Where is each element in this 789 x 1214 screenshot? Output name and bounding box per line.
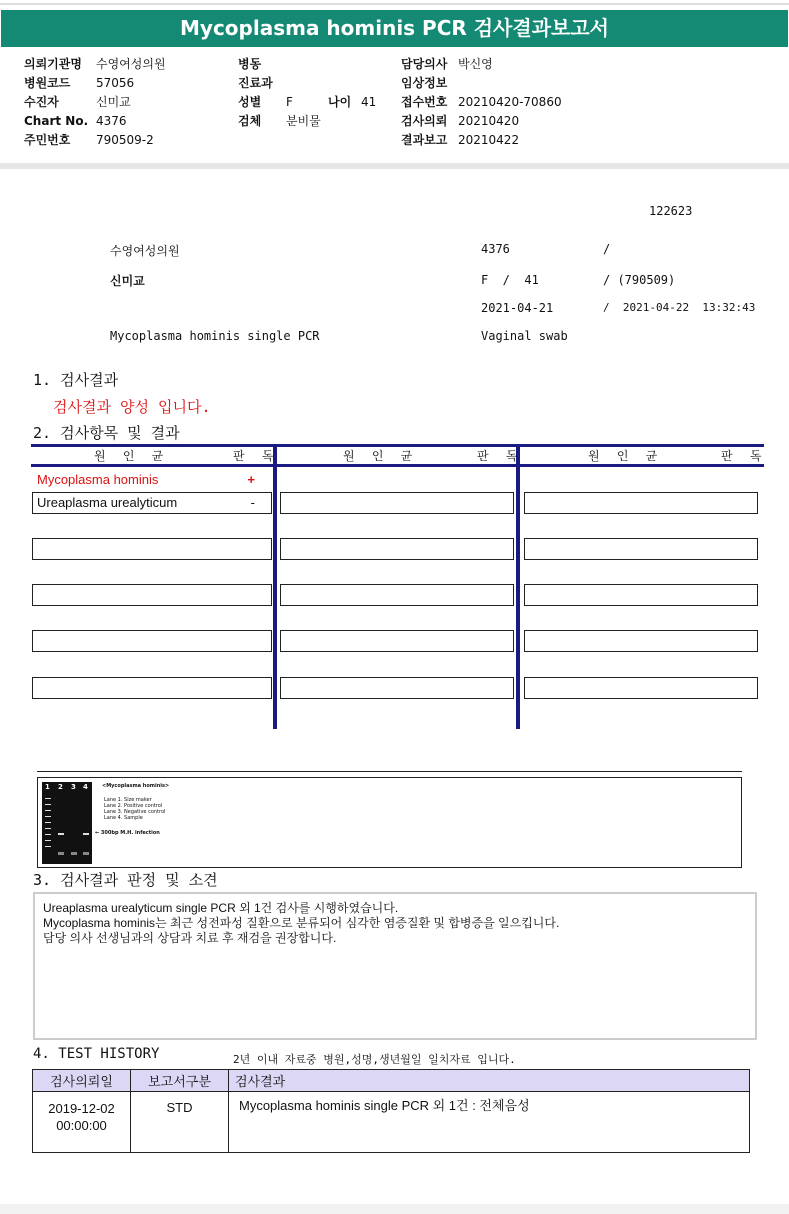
item-row-2 [32, 492, 272, 514]
empty-cell [280, 538, 514, 560]
lane-number-1: 1 [45, 783, 50, 791]
empty-cell [524, 677, 758, 699]
empty-cell [280, 677, 514, 699]
value-resident-no: 790509-2 [96, 133, 154, 147]
empty-cell [32, 630, 272, 652]
label-sex: 성별 [238, 95, 262, 109]
section-1-result: 검사결과 양성 입니다. [53, 398, 211, 416]
item-row-1 [32, 469, 272, 491]
ladder-band [45, 834, 51, 835]
report-code: 122623 [649, 204, 693, 218]
history-date: 2019-12-02 [48, 1101, 115, 1116]
history-header-date: 검사의뢰일 [33, 1070, 131, 1092]
report-test-name: Mycoplasma hominis single PCR [110, 329, 320, 343]
label-clinical-info: 임상정보 [401, 76, 448, 90]
sample-band [83, 833, 89, 835]
ladder-band [45, 840, 51, 841]
gel-top-rule [37, 771, 742, 772]
report-patient: 신미교 [110, 274, 145, 288]
ladder-band [45, 804, 51, 805]
positive-band [58, 833, 64, 835]
item-result-2: - [250, 495, 255, 510]
report-slash: / [603, 242, 611, 256]
lane-number-4: 4 [83, 783, 88, 791]
opinion-line-3: 담당 의사 선생님과의 상담과 치료 후 재검을 권장합니다. [43, 931, 337, 945]
empty-cell [32, 677, 272, 699]
opinion-box [33, 892, 757, 1040]
label-receipt-no: 접수번호 [401, 95, 448, 109]
label-age: 나이 [328, 95, 352, 109]
value-receipt-no: 20210420-70860 [458, 95, 562, 109]
ladder-band [45, 846, 51, 847]
empty-cell [32, 584, 272, 606]
ladder-band [45, 816, 51, 817]
header-col-1 [24, 55, 166, 150]
value-sex: F [286, 95, 293, 109]
label-chart-no: Chart No. [24, 114, 89, 128]
gel-band-label: ← 300bp M.H. infection [95, 830, 160, 836]
empty-cell [524, 584, 758, 606]
ladder-band [45, 810, 51, 811]
history-time: 00:00:00 [56, 1118, 107, 1133]
section-2-title: 2. 검사항목 및 결과 [33, 424, 180, 442]
label-patient: 수진자 [24, 95, 59, 109]
empty-cell [524, 538, 758, 560]
report-chart: 4376 [481, 242, 510, 256]
top-border [0, 3, 789, 5]
value-patient: 신미교 [96, 95, 131, 109]
label-specimen: 검체 [238, 114, 262, 128]
report-specimen: Vaginal swab [481, 329, 568, 343]
table-row [33, 1092, 750, 1153]
label-department: 진료과 [238, 76, 273, 90]
section-1-title: 1. 검사결과 [33, 371, 119, 389]
table-divider-1 [273, 444, 277, 729]
report-sex-age: F / 41 [481, 273, 539, 287]
col-header-result-2: 판 독 [477, 449, 523, 463]
label-resident-no: 주민번호 [24, 133, 71, 147]
table-divider-2 [516, 444, 520, 729]
value-request-date: 20210420 [458, 114, 520, 128]
ladder-band [45, 822, 51, 823]
history-header-result: 검사결과 [229, 1070, 750, 1092]
col-header-pathogen-2: 원 인 균 [343, 449, 418, 463]
gel-legend-4: Lane 4. Sample [104, 815, 143, 821]
item-result-1: + [247, 472, 255, 487]
value-age: 41 [361, 95, 377, 109]
gel-legend-1: Lane 1. Size maker [104, 797, 152, 803]
item-name-1: Mycoplasma hominis [37, 472, 159, 487]
value-doctor: 박신영 [458, 57, 493, 71]
label-hospital-code: 병원코드 [24, 76, 71, 90]
value-chart-no: 4376 [96, 114, 127, 128]
section-4-title: 4. TEST HISTORY [33, 1046, 160, 1062]
opinion-line-1: Ureaplasma urealyticum single PCR 외 1건 검사를 시행하였습니다. [43, 901, 399, 915]
empty-cell [280, 630, 514, 652]
ladder-band [45, 798, 51, 799]
value-specimen: 분비물 [286, 114, 321, 128]
ladder-band [45, 828, 51, 829]
report-birth: / (790509) [603, 273, 676, 287]
history-table [32, 1069, 750, 1153]
col-header-pathogen-1: 원 인 균 [94, 449, 169, 463]
item-name-2: Ureaplasma urealyticum [37, 495, 178, 510]
gel-image-box [37, 777, 742, 868]
report-title: Mycoplasma hominis PCR 검사결과보고서 [1, 10, 788, 47]
empty-cell [280, 492, 514, 514]
primer-band [58, 852, 64, 855]
label-report-date: 결과보고 [401, 133, 448, 147]
empty-cell [524, 630, 758, 652]
table-header-line [31, 464, 764, 467]
report-request-date: 2021-04-21 [481, 301, 554, 315]
col-header-result-1: 판 독 [233, 449, 279, 463]
lane-number-2: 2 [58, 783, 63, 791]
value-hospital-code: 57056 [96, 76, 135, 90]
empty-cell [280, 584, 514, 606]
history-note: 2년 이내 자료중 병원,성명,생년월일 일치자료 입니다. [233, 1053, 516, 1066]
gel-electrophoresis-image [42, 782, 92, 864]
gel-legend-3: Lane 3. Negative control [104, 809, 166, 815]
history-header-type: 보고서구분 [131, 1070, 229, 1092]
header-col-3 [401, 55, 562, 150]
gel-title: <Mycoplasma hominis> [102, 783, 170, 789]
report-hospital: 수영여성의원 [110, 244, 180, 258]
report-report-datetime: / 2021-04-22 13:32:43 [603, 301, 756, 314]
value-report-date: 20210422 [458, 133, 520, 147]
header-col-2 [238, 55, 376, 131]
history-result: Mycoplasma hominis single PCR 외 1건 : 전체음성 [229, 1092, 750, 1153]
primer-band [83, 852, 89, 855]
label-request-date: 검사의뢰 [401, 114, 448, 128]
empty-cell [32, 538, 272, 560]
history-date-cell [33, 1092, 131, 1153]
value-institution: 수영여성의원 [96, 57, 166, 71]
label-doctor: 담당의사 [401, 57, 448, 71]
label-institution: 의뢰기관명 [24, 57, 82, 71]
col-header-result-3: 판 독 [721, 449, 767, 463]
col-header-pathogen-3: 원 인 균 [588, 449, 663, 463]
primer-band [71, 852, 77, 855]
section-3-title: 3. 검사결과 판정 및 소견 [33, 871, 218, 889]
gel-legend-2: Lane 2. Positive control [104, 803, 163, 809]
history-type: STD [131, 1092, 229, 1153]
label-ward: 병동 [238, 57, 262, 71]
lane-number-3: 3 [71, 783, 76, 791]
empty-cell [524, 492, 758, 514]
opinion-line-2: Mycoplasma hominis는 최근 성전파성 질환으로 분류되어 심각한 염증질환 및 합병증을 일으킵니다. [43, 916, 560, 930]
header-separator [0, 163, 789, 169]
